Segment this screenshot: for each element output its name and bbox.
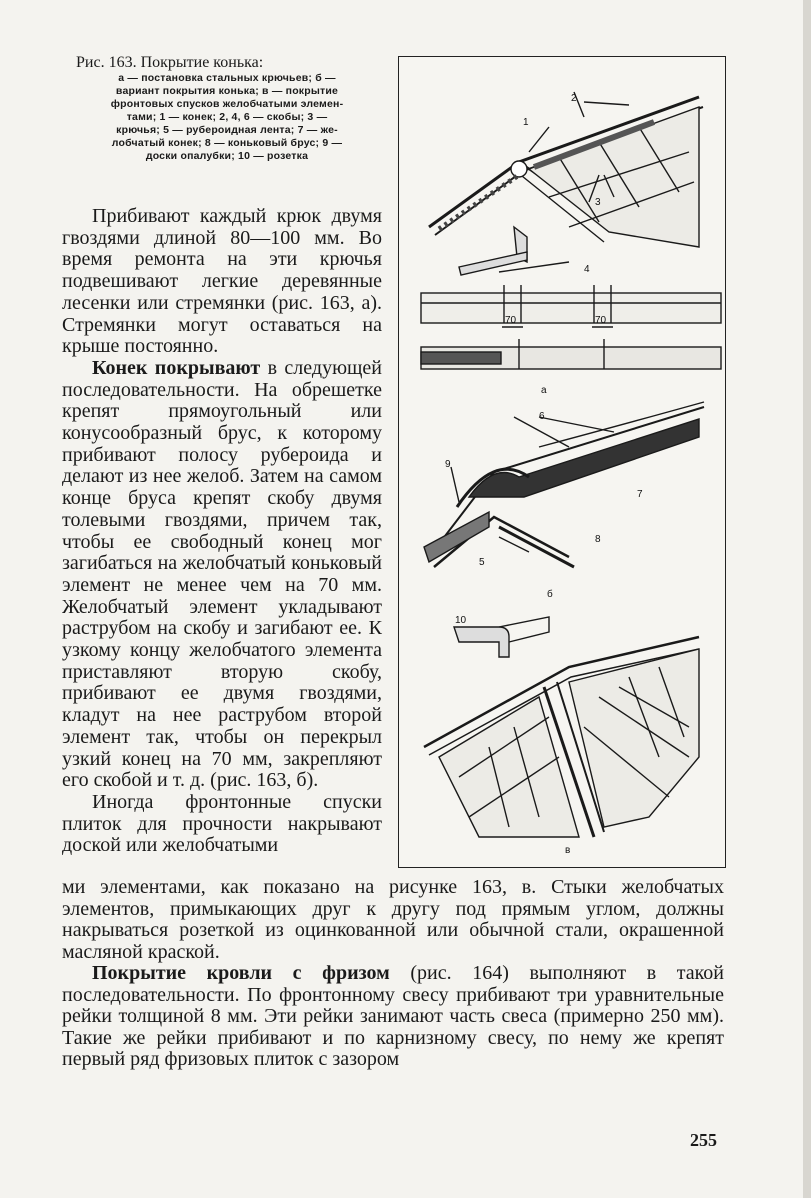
paragraph xyxy=(62,963,724,1071)
page-edge xyxy=(803,0,811,1198)
subfigure-label: б xyxy=(547,589,553,600)
label-4: 4 xyxy=(584,264,590,275)
caption-title: Рис. 163. Покрытие конька: xyxy=(76,54,264,71)
full-width-text xyxy=(62,877,724,1071)
paragraph xyxy=(62,358,382,792)
board-with-hooks-drawing xyxy=(421,285,721,369)
caption-line: а — постановка стальных крючьев; б — xyxy=(118,72,336,84)
gable-slopes-drawing xyxy=(424,637,699,837)
figure-163 xyxy=(398,56,726,868)
label-10: 10 xyxy=(455,615,467,626)
ridge-with-hooks-drawing xyxy=(429,92,703,247)
paragraph: Иногда фронтонные спуски плиток для прочности накрывают доской или желобчатыми xyxy=(62,790,382,857)
figure-caption xyxy=(62,56,392,163)
label-9: 9 xyxy=(445,459,451,470)
run-in-heading: Конек покрывают xyxy=(92,356,261,379)
label-7: 7 xyxy=(637,489,643,500)
caption-line: вариант покрытия конька; в — покрытие xyxy=(115,85,339,97)
caption-line: крючья; 5 — рубероидная лента; 7 — же- xyxy=(116,124,338,136)
paragraph: Прибивают каждый крюк двумя гвоздями длиной 80—100 мм. Во время ремонта на эти крючья подвешивают легкие деревянные лесенки или стремянки (рис. 163, а). Стремянки могут оставаться на крыше постоянно. xyxy=(62,205,382,358)
caption-line: фронтовых спусков желобчатыми элемен- xyxy=(110,98,344,110)
caption-line: тами; 1 — конек; 2, 4, 6 — скобы; 3 — xyxy=(126,111,328,123)
label-5: 5 xyxy=(479,557,485,568)
ridge-section-drawing xyxy=(424,402,704,567)
paragraph-text: (рис. 164) выполняют в такой последовательности. По фронтонному свесу прибивают три уравнительные рейки толщиной 8 мм. Эти рейки занимают часть свеса (примерно 250 мм). Такие же рейки прибивают и по карнизному свесу, по нему же крепят первый ряд фризовых плиток с зазором xyxy=(62,962,725,1070)
figure-illustration xyxy=(399,57,725,867)
subfigure-label: в xyxy=(565,845,571,856)
caption-line: доски опалубки; 10 — розетка xyxy=(145,150,309,162)
hook-detail-drawing xyxy=(459,227,569,275)
rosette-detail-drawing xyxy=(454,617,549,657)
page-number: 255 xyxy=(690,1130,717,1150)
paragraph: ми элементами, как показано на рисунке 163, в. Стыки желобчатых элементов, примыкающих друг к другу под прямым углом, должны накрываться розеткой из оцинкованной или обычной стали, окрашенной масляной краской. xyxy=(62,876,724,963)
label-2: 1 xyxy=(523,117,529,128)
dimension-label: 70 xyxy=(595,315,607,326)
label-8: 8 xyxy=(595,534,601,545)
paragraph-text: в следующей последовательности. На обрешетке крепят прямоугольный или конусообразный брус, к которому прибивают полосу рубероида и делают из нее желоб. Затем на самом конце бруса крепят скобу двумя толевыми гвоздями, причем так, чтобы ее свободный конец мог загибаться на желобчатый коньковый элемент не менее чем на 70 мм. Желобчатый элемент укладывают раструбом на скобу и загибают ее. К узкому концу желобчатого элемента приставляют вторую скобу, прибивают ее двумя гвоздями, кладут на нее раструбом второй элемент так, чтобы он перекрыл узкий конец на 70 мм, закрепляют его скобой и т. д. (рис. 163, б). xyxy=(62,356,382,792)
caption-line: лобчатый конек; 8 — коньковый брус; 9 — xyxy=(111,137,343,149)
dimension-label: 70 xyxy=(505,315,517,326)
label-1: 2 xyxy=(571,93,577,104)
left-text-column xyxy=(62,206,382,857)
run-in-heading: Покрытие кровли с фризом xyxy=(92,962,390,984)
label-6: 6 xyxy=(539,411,545,422)
label-3: 3 xyxy=(595,197,601,208)
subfigure-label: а xyxy=(541,385,547,396)
